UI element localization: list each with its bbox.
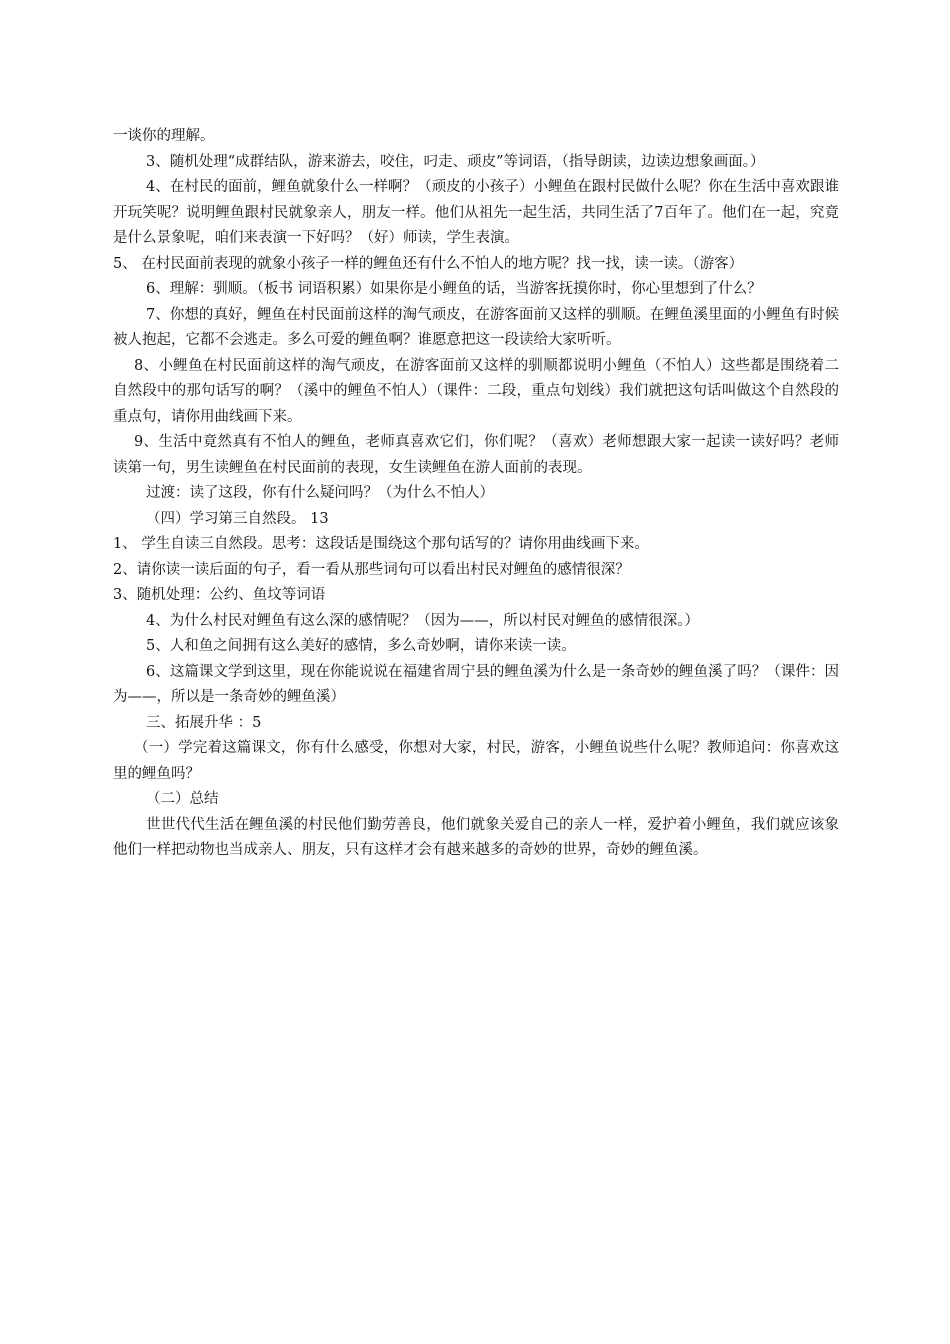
paragraph-9: 过渡：读了这段，你有什么疑问吗？（为什么不怕人） <box>146 485 494 501</box>
paragraph-12: 2、请你读一读后面的句子，看一看从那些词句可以看出村民对鲤鱼的感情很深？ <box>113 561 630 578</box>
paragraph-1: 一谈你的理解。 <box>113 128 215 144</box>
section-heading-summary: （二）总结 <box>146 791 219 807</box>
paragraph-14: 4、为什么村民对鲤鱼有这么深的感情呢？（因为——，所以村民对鲤鱼的感情很深。） <box>146 612 699 629</box>
document-body <box>113 124 839 864</box>
paragraph-7: 8、小鲤鱼在村民面前这样的淘气顽皮，在游客面前又这样的驯顺都说明小鲤鱼（不怕人）这些都是围绕着二自然段中的那句话写的啊？（溪中的鲤鱼不怕人）（课件：二段，重点句划线）我们就把这句话叫做这个自然段的重点句，请你用曲线画下来。 <box>113 357 839 425</box>
paragraph-18: （一）学完着这篇课文，你有什么感受，你想对大家，村民，游客，小鲤鱼说些什么呢？教师追问：你喜欢这里的鲤鱼吗？ <box>113 740 839 782</box>
paragraph-8: 9、生活中竟然真有不怕人的鲤鱼，老师真喜欢它们，你们呢？（喜欢）老师想跟大家一起读一读好吗？老师读第一句，男生读鲤鱼在村民面前的表现，女生读鲤鱼在游人面前的表现。 <box>113 434 839 476</box>
section-heading-3: 三、拓展升华 ：5 <box>146 714 262 731</box>
paragraph-4: 5、 在村民面前表现的就象小孩子一样的鲤鱼还有什么不怕人的地方呢？找一找，读一读。（游客） <box>113 255 744 272</box>
paragraph-2: 3、随机处理“成群结队，游来游去，咬住，叼走、顽皮”等词语，（指导朗读，边读边想象画面。） <box>146 153 765 170</box>
paragraph-5: 6、理解：驯顺。（板书 词语积累）如果你是小鲤鱼的话，当游客抚摸你时，你心里想到了什么？ <box>146 281 762 297</box>
paragraph-6: 7、你想的真好，鲤鱼在村民面前这样的淘气顽皮，在游客面前又这样的驯顺。在鲤鱼溪里面的小鲤鱼有时候被人抱起，它都不会逃走。多么可爱的鲤鱼啊？谁愿意把这一段读给大家听听。 <box>113 306 839 348</box>
paragraph-16: 6、这篇课文学到这里，现在你能说说在福建省周宁县的鲤鱼溪为什么是一条奇妙的鲤鱼溪了吗？（课件：因为——，所以是一条奇妙的鲤鱼溪） <box>113 663 839 705</box>
section-heading-4: （四）学习第三自然段。 13 <box>146 510 329 527</box>
paragraph-11: 1、 学生自读三自然段。思考：这段话是围绕这个那句话写的？请你用曲线画下来。 <box>113 536 649 552</box>
paragraph-15: 5、人和鱼之间拥有这么美好的感情，多么奇妙啊，请你来读一读。 <box>146 638 576 654</box>
paragraph-20: 世世代代生活在鲤鱼溪的村民他们勤劳善良，他们就象关爱自己的亲人一样，爱护着小鲤鱼，我们就应该象他们一样把动物也当成亲人、朋友，只有这样才会有越来越多的奇妙的世界，奇妙的鲤鱼溪。 <box>113 816 839 858</box>
paragraph-3: 4、在村民的面前，鲤鱼就象什么一样啊？（顽皮的小孩子）小鲤鱼在跟村民做什么呢？你在生活中喜欢跟谁开玩笑呢？说明鲤鱼跟村民就象亲人，朋友一样。他们从祖先一起生活，共同生活了7百年了。他们在一起，究竟是什么景象呢，咱们来表演一下好吗？（好）师读，学生表演。 <box>113 179 839 246</box>
paragraph-13: 3、随机处理：公约、鱼坟等词语 <box>113 587 326 603</box>
